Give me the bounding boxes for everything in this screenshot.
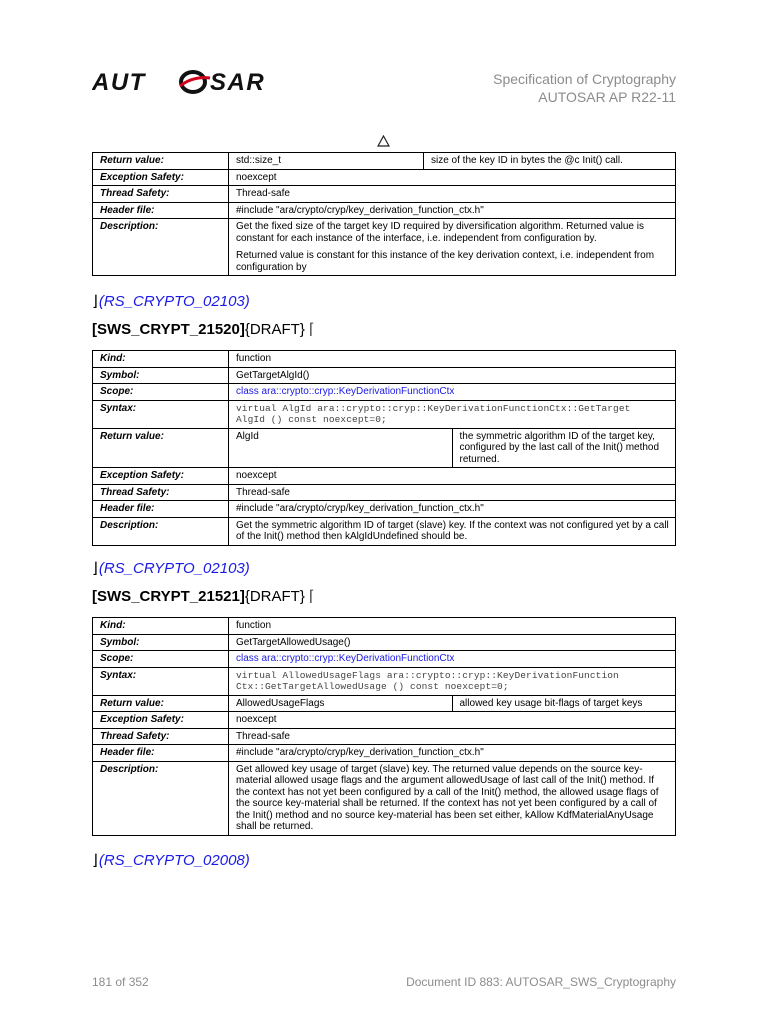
trace-link-3[interactable]: ⌋(RS_CRYPTO_02008) [92,852,250,869]
table-row: Thread Safety: Thread-safe [93,186,676,203]
table-row: Exception Safety: noexcept [93,712,676,729]
table-row: Exception Safety: noexcept [93,169,676,186]
autosar-logo [92,70,312,94]
table-row: Syntax: virtual AlgId ara::crypto::cryp::KeyDerivationFunctionCtx::GetTarget AlgId () const noexcept=0; [93,400,676,428]
table-row: Thread Safety: Thread-safe [93,484,676,501]
trace-link-2[interactable]: ⌋(RS_CRYPTO_02103) [92,560,250,577]
scope-link[interactable]: class ara::crypto::cryp::KeyDerivationFunctionCtx [229,384,676,401]
spec-table-get-target-alg-id [92,350,676,546]
table-row: Description: Get allowed key usage of target (slave) key. The returned value depends on the source key-material allowed usage flags and the argument allowedUsage of last call of the Init() method. If the context has not yet been configured by a call of the Init() method, the allowed usage flags of the source key-material shall be returned. If the context has not yet been configured by a call of the Init() method and no source key-material has been set either, kAllow KdfMaterialAnyUsage shall be returned. [93,761,676,835]
table-row: Symbol: GetTargetAlgId() [93,367,676,384]
document-title: Specification of Cryptography [493,71,676,87]
table-row: Description: Get the fixed size of the target key ID required by diversification algorithm. Returned value is constant for each instance of the interface, i.e. independent from configuration by. Returned value is constant for this instance of the key derivation context, i.e. independent from configuration by [93,219,676,276]
description-paragraph: Get the fixed size of the target key ID required by diversification algorithm. Returned value is constant for each instance of the interface, i.e. independent from configuration by. [236,221,644,244]
table-row: Kind: function [93,618,676,635]
table-row: Symbol: GetTargetAllowedUsage() [93,634,676,651]
spec-table-get-target-allowed-usage [92,617,676,836]
trace-link-1[interactable]: ⌋(RS_CRYPTO_02103) [92,293,250,310]
svg-text:SAR: SAR [210,70,266,94]
table-row: Header file: #include "ara/crypto/cryp/key_derivation_function_ctx.h" [93,501,676,518]
table-row: Return value: std::size_t size of the key ID in bytes the @c Init() call. [93,153,676,170]
svg-text:AUT: AUT [92,70,146,94]
continuation-triangle-icon [377,135,390,147]
table-row: Kind: function [93,351,676,368]
document-release: AUTOSAR AP R22-11 [538,89,676,105]
requirement-heading-2: [SWS_CRYPT_21521]{DRAFT} ⌈ [92,588,315,605]
table-row: Header file: #include "ara/crypto/cryp/key_derivation_function_ctx.h" [93,202,676,219]
table-row: Header file: #include "ara/crypto/cryp/key_derivation_function_ctx.h" [93,745,676,762]
scope-link[interactable]: class ara::crypto::cryp::KeyDerivationFunctionCtx [229,651,676,668]
spec-table-continued [92,152,676,276]
table-row: Scope: class ara::crypto::cryp::KeyDerivationFunctionCtx [93,384,676,401]
table-row: Thread Safety: Thread-safe [93,728,676,745]
description-paragraph: Returned value is constant for this instance of the key derivation context, i.e. independent from configuration by [236,250,655,273]
table-row: Description: Get the symmetric algorithm ID of target (slave) key. If the context was not configured yet by a call of the Init() method then kAlgIdUndefined should be. [93,517,676,545]
table-row: Scope: class ara::crypto::cryp::KeyDerivationFunctionCtx [93,651,676,668]
requirement-heading-1: [SWS_CRYPT_21520]{DRAFT} ⌈ [92,321,315,338]
table-row: Syntax: virtual AllowedUsageFlags ara::crypto::cryp::KeyDerivationFunction Ctx::GetTargetAllowedUsage () const noexcept=0; [93,667,676,695]
table-row: Return value: AlgId the symmetric algorithm ID of the target key, configured by the last call of the Init() method returned. [93,428,676,468]
page-number: 181 of 352 [92,975,149,989]
document-header [493,70,676,106]
table-row: Return value: AllowedUsageFlags allowed key usage bit-flags of target keys [93,695,676,712]
table-row: Exception Safety: noexcept [93,468,676,485]
document-id: Document ID 883: AUTOSAR_SWS_Cryptography [406,975,676,989]
